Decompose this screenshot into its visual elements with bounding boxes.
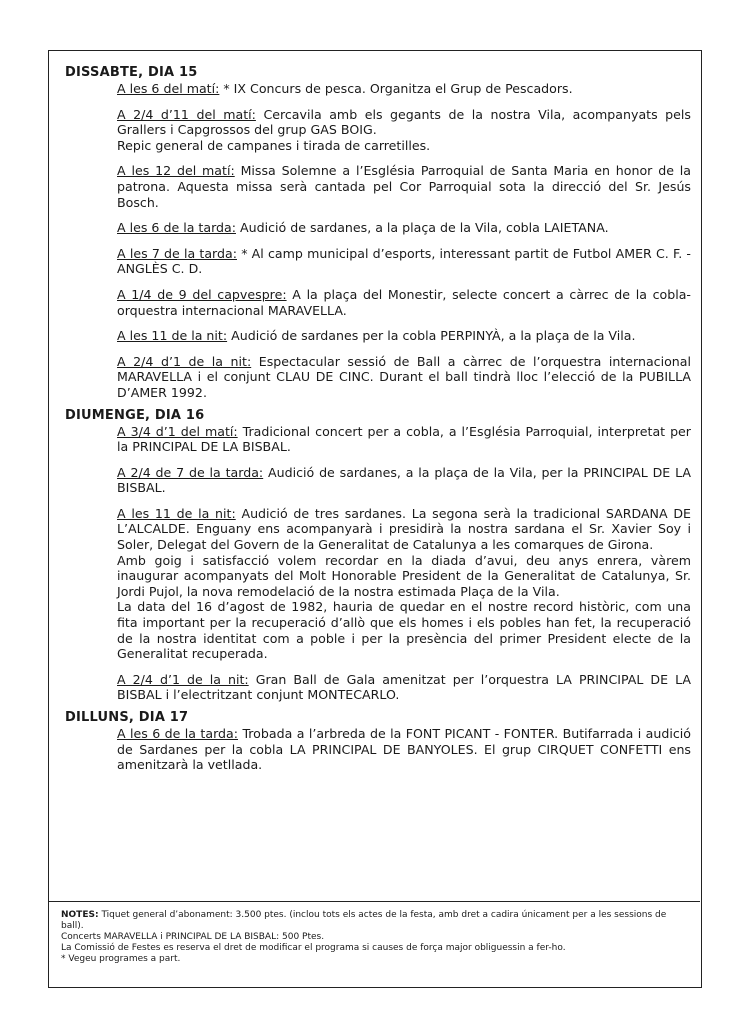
entry-text: Cercavila amb els gegants de la nostra Vila, acompanyats pels Grallers i Capgrossos del grup GAS BOIG. <box>117 106 691 138</box>
entry-paragraph <box>117 81 691 97</box>
entry-text: Gran Ball de Gala amenitzat per l’orquestra LA PRINCIPAL DE LA BISBAL i l’electritzant conjunt MONTECARLO. <box>117 671 692 703</box>
entry-paragraph <box>117 553 691 600</box>
program-schedule <box>65 65 691 773</box>
schedule-entry <box>117 287 691 318</box>
entry-text: Missa Solemne a l’Església Parroquial de Santa Maria en honor de la patrona. Aquesta missa serà cantada pel Cor Parroquial sota la direcció del Sr. Jesús Bosch. <box>117 163 691 210</box>
schedule-entry <box>117 672 691 703</box>
program-frame <box>48 50 702 988</box>
entry-time: A 3/4 d’1 del matí: <box>117 423 238 439</box>
entry-time: A 2/4 d’1 de la nit: <box>117 671 249 687</box>
entry-time: A les 6 de la tarda: <box>117 220 236 236</box>
entry-time: A les 6 del matí: <box>117 81 220 96</box>
entry-text: Amb goig i satisfacció volem recordar en la diada d’avui, deu anys enrera, vàrem inaugurar acompanyats del Molt Honorable President de la Generalitat de Catalunya, Sr. Jordi Pujol, la nova remodelació de la nostra estimada Plaça de la Vila. <box>117 552 691 599</box>
entry-paragraph <box>117 354 691 401</box>
entry-time: A les 12 del matí: <box>117 163 235 179</box>
entry-paragraph <box>117 163 691 210</box>
entry-text: Trobada a l’arbreda de la FONT PICANT - FONTER. Butifarrada i audició de Sardanes per la cobla LA PRINCIPAL DE BANYOLES. El grup CIRQUET CONFETTI ens amenitzarà la vetllada. <box>117 726 691 773</box>
schedule-entry <box>117 465 691 496</box>
schedule-entry <box>117 328 691 344</box>
entry-time: A 2/4 d’11 del matí: <box>117 106 256 122</box>
schedule-entry <box>117 163 691 210</box>
entry-paragraph <box>117 107 691 138</box>
schedule-entry <box>117 81 691 97</box>
notes-ticket-text: Tiquet general d’abonament: 3.500 ptes. (inclou tots els actes de la festa, amb dret a cadira únicament per a les sessions de ball). <box>61 910 667 931</box>
day-heading: DIUMENGE, DIA 16 <box>65 407 205 423</box>
schedule-entry <box>117 354 691 401</box>
entry-text: Audició de sardanes, a la plaça de la Vila, cobla LAIETANA. <box>240 220 609 236</box>
entry-text: Audició de tres sardanes. La segona serà la tradicional SARDANA DE L’ALCALDE. Enguany ens acompanyarà i presidirà la nostra sardana el Sr. Xavier Soy i Soler, Delegat del Govern de la Generalitat de Catalunya a les comarques de Girona. <box>117 505 691 553</box>
entry-time: A les 11 de la nit: <box>117 328 228 344</box>
entry-time: A les 7 de la tarda: <box>117 245 237 261</box>
notes-first-line <box>61 910 690 932</box>
notes-line: Concerts MARAVELLA i PRINCIPAL DE LA BISBAL: 500 Ptes. <box>61 932 325 942</box>
entry-text: La data del 16 d’agost de 1982, hauria de quedar en el nostre record històric, com una fita important per la recuperació d’allò que els homes i els pobles han fet, la recuperació de la nostra identitat com a poble i per la presència del primer President electe de la Generalitat recuperada. <box>117 599 691 662</box>
day-heading: DILLUNS, DIA 17 <box>65 710 189 725</box>
schedule-entry <box>117 506 691 662</box>
entry-paragraph <box>117 506 691 553</box>
schedule-entry <box>117 107 691 154</box>
entry-text: * Al camp municipal d’esports, interessant partit de Futbol AMER C. F. - ANGLÈS C. D. <box>117 245 691 277</box>
notes-line: La Comissió de Festes es reserva el dret de modificar el programa si causes de força major obliguessin a fer-ho. <box>61 943 566 953</box>
entry-text: * IX Concurs de pesca. Organitza el Grup de Pescadors. <box>223 81 573 96</box>
entry-paragraph <box>117 220 691 236</box>
notes-section <box>49 901 700 965</box>
entry-text: Audició de sardanes, a la plaça de la Vila, per la PRINCIPAL DE LA BISBAL. <box>117 464 691 496</box>
entry-text: Audició de sardanes per la cobla PERPINYÀ, a la plaça de la Vila. <box>231 328 636 344</box>
notes-label: NOTES: <box>61 910 99 920</box>
entry-paragraph <box>117 424 691 455</box>
entry-time: A les 6 de la tarda: <box>117 726 239 741</box>
entry-time: A 1/4 de 9 del capvespre: <box>117 286 287 302</box>
entry-paragraph <box>117 287 691 318</box>
entry-paragraph <box>117 599 691 661</box>
entry-time: A 2/4 de 7 de la tarda: <box>117 464 264 480</box>
entry-text: Espectacular sessió de Ball a càrrec de l’orquestra internacional MARAVELLA i el conjunt CLAU DE CINC. Durant el ball tindrà lloc l’elecció de la PUBILLA D’AMER 1992. <box>117 353 691 400</box>
schedule-entry <box>117 246 691 277</box>
entry-text: Repic general de campanes i tirada de carretilles. <box>117 137 431 153</box>
schedule-entry <box>117 424 691 455</box>
entry-text: A la plaça del Monestir, selecte concert a càrrec de la cobla-orquestra internacional MARAVELLA. <box>117 286 691 318</box>
entry-paragraph <box>117 138 691 154</box>
schedule-entry <box>117 220 691 236</box>
entry-paragraph <box>117 328 691 344</box>
notes-line: * Vegeu programes a part. <box>61 954 181 964</box>
entry-time: A 2/4 d’1 de la nit: <box>117 353 252 369</box>
schedule-entry <box>117 726 691 773</box>
entry-text: Tradicional concert per a cobla, a l’Església Parroquial, interpretat per la PRINCIPAL DE LA BISBAL. <box>117 423 691 455</box>
entry-paragraph <box>117 726 691 773</box>
entry-time: A les 11 de la nit: <box>117 505 236 521</box>
entry-paragraph <box>117 246 691 277</box>
entry-paragraph <box>117 672 691 703</box>
day-heading: DISSABTE, DIA 15 <box>65 65 198 80</box>
entry-paragraph <box>117 465 691 496</box>
